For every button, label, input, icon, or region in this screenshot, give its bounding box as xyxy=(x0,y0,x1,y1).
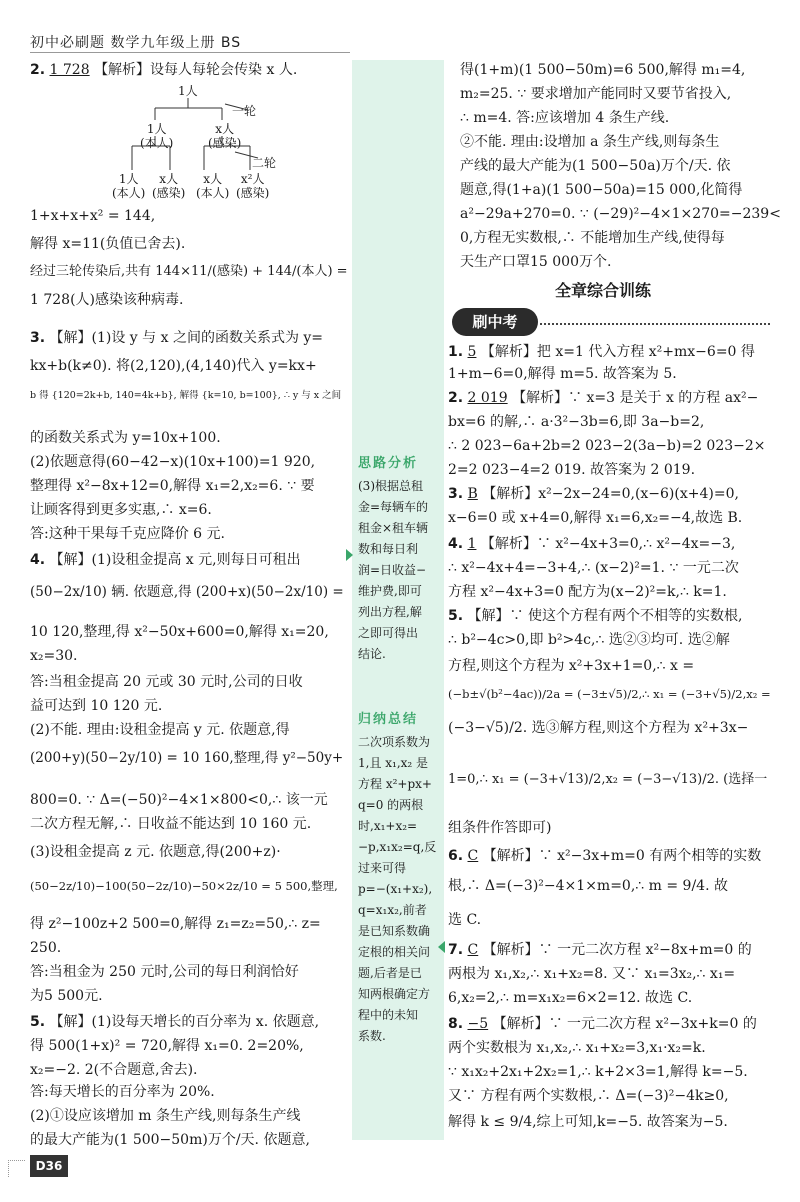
line-text: 1+x+x+x² = 144, xyxy=(30,208,156,224)
line-text: 二次方程无解,∴ 日收益不能达到 10 160 元. xyxy=(30,816,312,832)
answer: 5 xyxy=(467,344,477,360)
line-text: 根,∴ Δ=(−3)²−4×1×m=0,∴ m = 9/4. 故 xyxy=(448,878,728,894)
question-number: 8. xyxy=(448,1016,464,1032)
side-note-line: 系数. xyxy=(358,1029,386,1043)
text-line xyxy=(448,656,694,676)
line-text: 1+m−6=0,解得 m=5. 故答案为 5. xyxy=(448,366,677,382)
text-line xyxy=(448,876,728,896)
text-line xyxy=(30,1036,304,1056)
text-line xyxy=(448,846,761,866)
side-note-line: q=0 的两根 xyxy=(358,798,424,812)
text-line xyxy=(30,290,183,310)
text-line xyxy=(448,412,704,432)
text-line xyxy=(30,386,341,406)
text-line xyxy=(448,770,767,790)
line-text: 答:当租金为 250 元时,公司的每日利润恰好 xyxy=(30,964,299,980)
question-number: 2. xyxy=(448,390,464,406)
tree-node: x人 (本人) xyxy=(196,172,230,200)
text-line xyxy=(448,964,735,984)
text-line xyxy=(448,818,551,838)
text-line xyxy=(448,342,755,362)
line-text: (−b±√(b²−4ac))/2a = (−3±√5)/2,∴ x₁ = (−3+√5)/2,x₂ = xyxy=(448,687,771,701)
text-line: a²−29a+270=0. ∵ (−29)²−4×1×270=−239< xyxy=(460,206,781,222)
text-line xyxy=(448,582,727,602)
line-text: 【解】∵ 使这个方程有两个不相等的实数根, xyxy=(467,608,743,624)
line-text: 2=2 023−4=2 019. 故答案为 2 019. xyxy=(448,462,696,478)
side-note-line: p=−(x₁+x₂), xyxy=(358,882,433,896)
side-note-line: 结论. xyxy=(358,647,386,661)
text-line xyxy=(30,206,155,226)
line-text: 整理得 x²−8x+12=0,解得 x₁=2,x₂=6. ∵ 要 xyxy=(30,478,315,494)
text-line xyxy=(30,842,281,862)
tree-node: 1人 (本人) xyxy=(112,172,146,200)
line-text: 经过三轮传染后,共有 144×11/(感染) + 144/(本人) = xyxy=(30,264,348,279)
side-note-line: 1,且 x₁,x₂ 是 xyxy=(358,756,429,770)
line-text: 两个实数根为 x₁,x₂,∴ x₁+x₂=3,x₁·x₂=k. xyxy=(448,1040,706,1056)
line-text: x₂=30. xyxy=(30,648,78,664)
text-line xyxy=(30,1012,319,1032)
text-line xyxy=(448,988,692,1008)
text-line xyxy=(30,60,297,80)
text-line xyxy=(448,630,730,650)
text-line xyxy=(30,748,343,768)
text-line xyxy=(448,718,748,738)
text-line xyxy=(30,1060,198,1080)
answer: C xyxy=(467,848,479,864)
text-line xyxy=(30,672,303,692)
tree-node: x²人 (感染) xyxy=(236,172,270,200)
corner-mark xyxy=(8,1160,25,1177)
tree-label-round2: 二轮 xyxy=(252,156,277,170)
line-text: (2)①设应该增加 m 条生产线,则每条生产线 xyxy=(30,1108,301,1124)
text-line xyxy=(30,962,299,982)
line-text: 答:每天增长的百分率为 20%. xyxy=(30,1084,215,1100)
side-note-line: 题,后者是已 xyxy=(358,966,422,980)
line-text: 的函数关系式为 y=10x+100. xyxy=(30,430,221,446)
text-line xyxy=(30,476,315,496)
line-text: 6,x₂=2,∴ m=x₁x₂=6×2=12. 故选 C. xyxy=(448,990,693,1006)
line-text: 【解析】∵ x²−4x+3=0,∴ x²−4x=−3, xyxy=(480,536,736,552)
text-line xyxy=(30,234,185,254)
side-title-analysis: 思路分析 xyxy=(358,456,419,471)
text-line xyxy=(448,460,695,480)
text-line xyxy=(448,508,742,528)
question-number: 2. xyxy=(30,62,46,78)
text-line xyxy=(30,720,290,740)
text-line xyxy=(448,1112,728,1132)
side-note-line: (3)根据总租 xyxy=(358,479,423,493)
text-line xyxy=(30,646,78,666)
text-line xyxy=(448,388,758,408)
line-text: 【解】(1)设租金提高 x 元,则每日可租出 xyxy=(49,552,301,568)
line-text: 答:当租金提高 20 元或 30 元时,公司的日收 xyxy=(30,674,303,690)
line-text: 1=0,∴ x₁ = (−3+√13)/2,x₂ = (−3−√13)/2. (选择一 xyxy=(448,772,768,787)
answer: B xyxy=(467,486,478,502)
side-title-summary: 归纳总结 xyxy=(358,712,419,727)
text-line xyxy=(30,452,315,472)
header-divider xyxy=(30,52,350,53)
line-text: 解得 k ≤ 9/4,综上可知,k=−5. 故答案为−5. xyxy=(448,1114,728,1130)
text-line xyxy=(448,558,739,578)
side-note-line: 润=日收益− xyxy=(358,563,427,577)
text-line xyxy=(30,938,61,958)
line-text: 为5 500元. xyxy=(30,988,103,1004)
text-line xyxy=(30,524,225,544)
side-note-line: −p,x₁x₂=q,反 xyxy=(358,840,437,854)
line-text: 【解析】∵ x²−3x+m=0 有两个相等的实数 xyxy=(482,848,762,864)
text-line xyxy=(448,484,739,504)
line-text: 【解析】∵ 一元二次方程 x²−8x+m=0 的 xyxy=(482,942,752,958)
line-text: kx+b(k≠0). 将(2,120),(4,140)代入 y=kx+ xyxy=(30,358,317,374)
question-number: 7. xyxy=(448,942,464,958)
line-text: 两根为 x₁,x₂,∴ x₁+x₂=8. 又∵ x₁=3x₂,∴ x₁= xyxy=(448,966,736,982)
line-text: b 得 {120=2k+b, 140=4k+b}, 解得 {k=10, b=100}, ∴ y 与 x 之间 xyxy=(30,390,342,401)
line-text: 答:这种干果每千克应降价 6 元. xyxy=(30,526,225,542)
side-note-line: 程中的未知 xyxy=(358,1008,419,1022)
text-line xyxy=(30,582,344,602)
dotted-rule xyxy=(540,323,770,325)
tree-root: 1人 xyxy=(178,84,198,98)
answer: −5 xyxy=(467,1016,489,1032)
text-line xyxy=(448,1062,748,1082)
line-text: 【解析】设每人每轮会传染 x 人. xyxy=(94,62,298,78)
text-line xyxy=(448,1086,729,1106)
tree-label-round1: 一轮 xyxy=(232,104,257,118)
text-line: 得(1+m)(1 500−50m)=6 500,解得 m₁=4, xyxy=(460,62,746,78)
line-text: (2)不能. 理由:设租金提高 y 元. 依题意,得 xyxy=(30,722,290,738)
line-text: 选 C. xyxy=(448,912,482,928)
text-line xyxy=(30,696,162,716)
line-text: (3)设租金提高 z 元. 依题意,得(200+z)· xyxy=(30,844,281,860)
line-text: 的最大产能为(1 500−50m)万个/天. 依题意, xyxy=(30,1132,310,1148)
tree-node: 1人 (本人) xyxy=(140,122,174,150)
side-note-line: 过来可得 xyxy=(358,861,407,875)
line-text: 10 120,整理,得 x²−50x+600=0,解得 x₁=20, xyxy=(30,624,329,640)
question-number: 5. xyxy=(30,1014,46,1030)
text-line xyxy=(30,1130,310,1150)
line-text: 组条件作答即可) xyxy=(448,820,552,836)
line-text: 【解析】∵ 一元二次方程 x²−3x+k=0 的 xyxy=(492,1016,757,1032)
line-text: 【解析】x²−2x−24=0,(x−6)(x+4)=0, xyxy=(482,486,739,502)
text-line: m₂=25. ∵ 要求增加产能同时又要节省投入, xyxy=(460,86,732,102)
text-line xyxy=(448,606,742,626)
line-text: 又∵ 方程有两个实数根,∴ Δ=(−3)²−4k≥0, xyxy=(448,1088,729,1104)
text-line xyxy=(30,814,311,834)
side-note-line: 金=每辆车的 xyxy=(358,500,429,514)
line-text: 益可达到 10 120 元. xyxy=(30,698,163,714)
question-number: 3. xyxy=(448,486,464,502)
tree-node: x人 (感染) xyxy=(152,172,186,200)
text-line xyxy=(448,436,766,456)
text-line xyxy=(448,534,735,554)
side-note-line: 二次项系数为 xyxy=(358,735,431,749)
line-text: (50−2z/10)−100(50−2z/10)−50×2z/10 = 5 500,整理, xyxy=(30,879,338,893)
text-line xyxy=(30,550,301,570)
side-note-line: 知两根确定方 xyxy=(358,987,431,1001)
line-text: (−3−√5)/2. 选③解方程,则这个方程为 x²+3x− xyxy=(448,720,749,736)
line-text: 得 500(1+x)² = 720,解得 x₁=0. 2=20%, xyxy=(30,1038,304,1054)
side-note-line: 之即可得出 xyxy=(358,626,419,640)
line-text: x₂=−2. 2(不合题意,舍去). xyxy=(30,1062,198,1078)
side-note-line: 方程 x²+px+ xyxy=(358,777,432,791)
side-note-line: q=x₁x₂,前者 xyxy=(358,903,427,917)
answer: 1 xyxy=(467,536,477,552)
text-line xyxy=(30,914,321,934)
question-number: 3. xyxy=(30,330,46,346)
line-text: (2)依题意得(60−42−x)(10x+100)=1 920, xyxy=(30,454,316,470)
line-text: ∴ b²−4c>0,即 b²>4c,∴ 选②③均可. 选②解 xyxy=(448,632,730,648)
text-line xyxy=(448,1038,706,1058)
text-line: 天生产口罩15 000万个. xyxy=(460,254,612,270)
line-text: 【解析】∵ x=3 是关于 x 的方程 ax²− xyxy=(512,390,759,406)
text-line xyxy=(30,1082,215,1102)
text-line xyxy=(30,876,338,896)
running-header: 初中必刷题 数学九年级上册 BS xyxy=(30,35,242,51)
text-line xyxy=(30,986,103,1006)
side-note-line: 租金×租车辆 xyxy=(358,521,429,535)
line-text: 250. xyxy=(30,940,62,956)
line-text: 【解】(1)设每天增长的百分率为 x. 依题意, xyxy=(49,1014,320,1030)
line-text: (200+y)(50−2y/10) = 10 160,整理,得 y²−50y+ xyxy=(30,750,344,766)
text-line: 0,方程无实数根,∴ 不能增加生产线,使得每 xyxy=(460,230,725,246)
line-text: 【解】(1)设 y 与 x 之间的函数关系式为 y= xyxy=(49,330,324,346)
text-line xyxy=(30,356,317,376)
text-line: ②不能. 理由:设增加 a 条生产线,则每条生 xyxy=(460,134,720,150)
question-number: 4. xyxy=(30,552,46,568)
line-text: 【解析】把 x=1 代入方程 x²+mx−6=0 得 xyxy=(480,344,755,360)
line-text: (50−2x/10) 辆. 依题意,得 (200+x)(50−2x/10) = xyxy=(30,584,344,600)
side-note-line: 列出方程,解 xyxy=(358,605,422,619)
text-line: ∴ m=4. 答:应该增加 4 条生产线. xyxy=(460,110,670,126)
text-line xyxy=(30,1106,300,1126)
line-text: bx=6 的解,∴ a·3²−3b=6,即 3a−b=2, xyxy=(448,414,705,430)
text-line xyxy=(448,940,752,960)
side-note-line: 时,x₁+x₂= xyxy=(358,819,418,833)
question-number: 1. xyxy=(448,344,464,360)
question-number: 4. xyxy=(448,536,464,552)
text-line xyxy=(30,622,329,642)
answer: 1 728 xyxy=(49,62,90,78)
text-line: 产线的最大产能为(1 500−50a)万个/天. 依 xyxy=(460,158,731,174)
side-note-line: 维护费,即可 xyxy=(358,584,422,598)
line-text: 方程,则这个方程为 x²+3x+1=0,∴ x = xyxy=(448,658,695,674)
line-text: 方程 x²−4x+3=0 配方为(x−2)²=k,∴ k=1. xyxy=(448,584,727,600)
line-text: ∴ x²−4x+4=−3+4,∴ (x−2)²=1. ∵ 一元二次 xyxy=(448,560,739,576)
text-line: 题意,得(1+a)(1 500−50a)=15 000,化简得 xyxy=(460,182,743,198)
text-line xyxy=(30,500,212,520)
text-line xyxy=(30,428,221,448)
page-number: D36 xyxy=(30,1155,68,1177)
question-number: 6. xyxy=(448,848,464,864)
tree-node: x人 (感染) xyxy=(208,122,242,150)
text-line xyxy=(448,1014,757,1034)
text-line xyxy=(30,790,328,810)
text-line xyxy=(448,364,677,384)
line-text: 得 z²−100z+2 500=0,解得 z₁=z₂=50,∴ z= xyxy=(30,916,321,932)
line-text: 1 728(人)感染该种病毒. xyxy=(30,292,184,308)
side-note-line: 数和每日利 xyxy=(358,542,419,556)
answer: 2 019 xyxy=(467,390,508,406)
line-text: 解得 x=11(负值已舍去). xyxy=(30,236,186,252)
line-text: 800=0. ∵ Δ=(−50)²−4×1×800<0,∴ 该一元 xyxy=(30,792,328,808)
line-text: ∴ 2 023−6a+2b=2 023−2(3a−b)=2 023−2× xyxy=(448,438,766,454)
tree-lines xyxy=(100,96,290,176)
arrow-right-icon xyxy=(346,549,353,561)
text-line xyxy=(30,328,323,348)
section-title: 全章综合训练 xyxy=(555,281,652,300)
zhongkao-badge: 刷中考 xyxy=(452,308,538,336)
side-note-line: 定根的相关问 xyxy=(358,945,431,959)
line-text: x−6=0 或 x+4=0,解得 x₁=6,x₂=−4,故选 B. xyxy=(448,510,743,526)
text-line xyxy=(30,262,348,282)
side-note-line: 是已知系数确 xyxy=(358,924,431,938)
line-text: 让顾客得到更多实惠,∴ x=6. xyxy=(30,502,212,518)
question-number: 5. xyxy=(448,608,464,624)
text-line xyxy=(448,910,481,930)
text-line xyxy=(448,684,771,704)
answer: C xyxy=(467,942,479,958)
line-text: ∵ x₁x₂+2x₁+2x₂=1,∴ k+2×3=1,解得 k=−5. xyxy=(448,1064,748,1080)
